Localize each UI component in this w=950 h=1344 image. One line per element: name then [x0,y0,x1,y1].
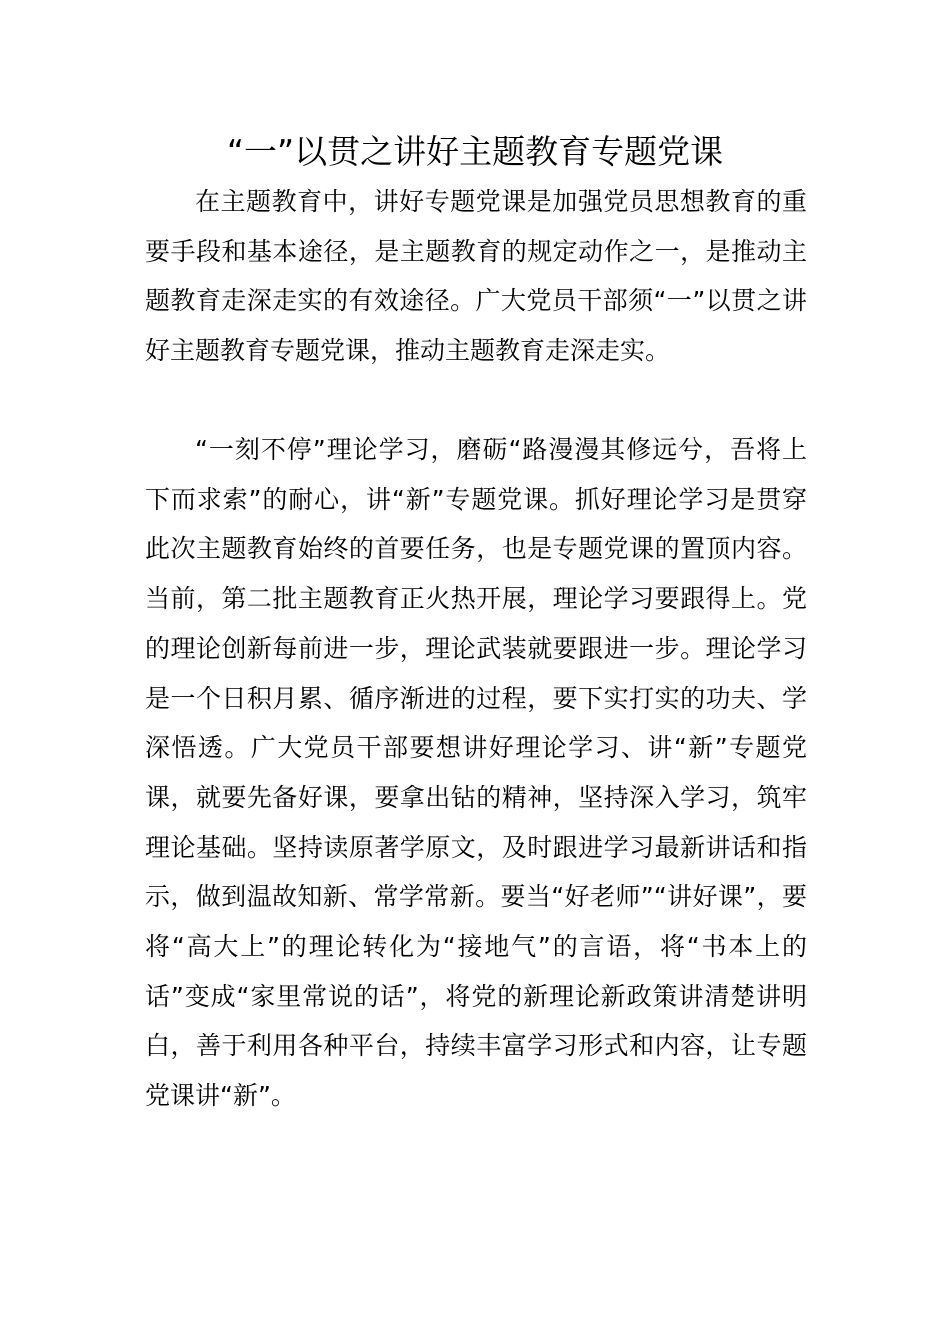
paragraph-intro: 在主题教育中，讲好专题党课是加强党员思想教育的重要手段和基本途径，是主题教育的规定动作之一，是推动主题教育走深走实的有效途径。广大党员干部须“一”以贯之讲好主题教育专题党课，推动主题教育走深走实。 [145,187,807,366]
paragraph-theory-study: “一刻不停”理论学习，磨砺“路漫漫其修远兮，吾将上下而求索”的耐心，讲“新”专题党课。抓好理论学习是贯穿此次主题教育始终的首要任务，也是专题党课的置顶内容。当前，第二批主题教育正火热开展，理论学习要跟得上。党的理论创新每前进一步，理论武装就要跟进一步。理论学习是一个日积月累、循序渐进的过程，要下实打实的功夫、学深悟透。广大党员干部要想讲好理论学习、讲“新”专题党课，就要先备好课，要拿出钻的精神，坚持深入学习，筑牢理论基础。坚持读原著学原文，及时跟进学习最新讲话和指示，做到温故知新、常学常新。要当“好老师”“讲好课”，要将“高大上”的理论转化为“接地气”的言语，将“书本上的话”变成“家里常说的话”，将党的新理论新政策讲清楚讲明白，善于利用各种平台，持续丰富学习形式和内容，让专题党课讲“新”。 [145,435,807,1111]
document-title: “一”以贯之讲好主题教育专题党课 [226,132,724,171]
